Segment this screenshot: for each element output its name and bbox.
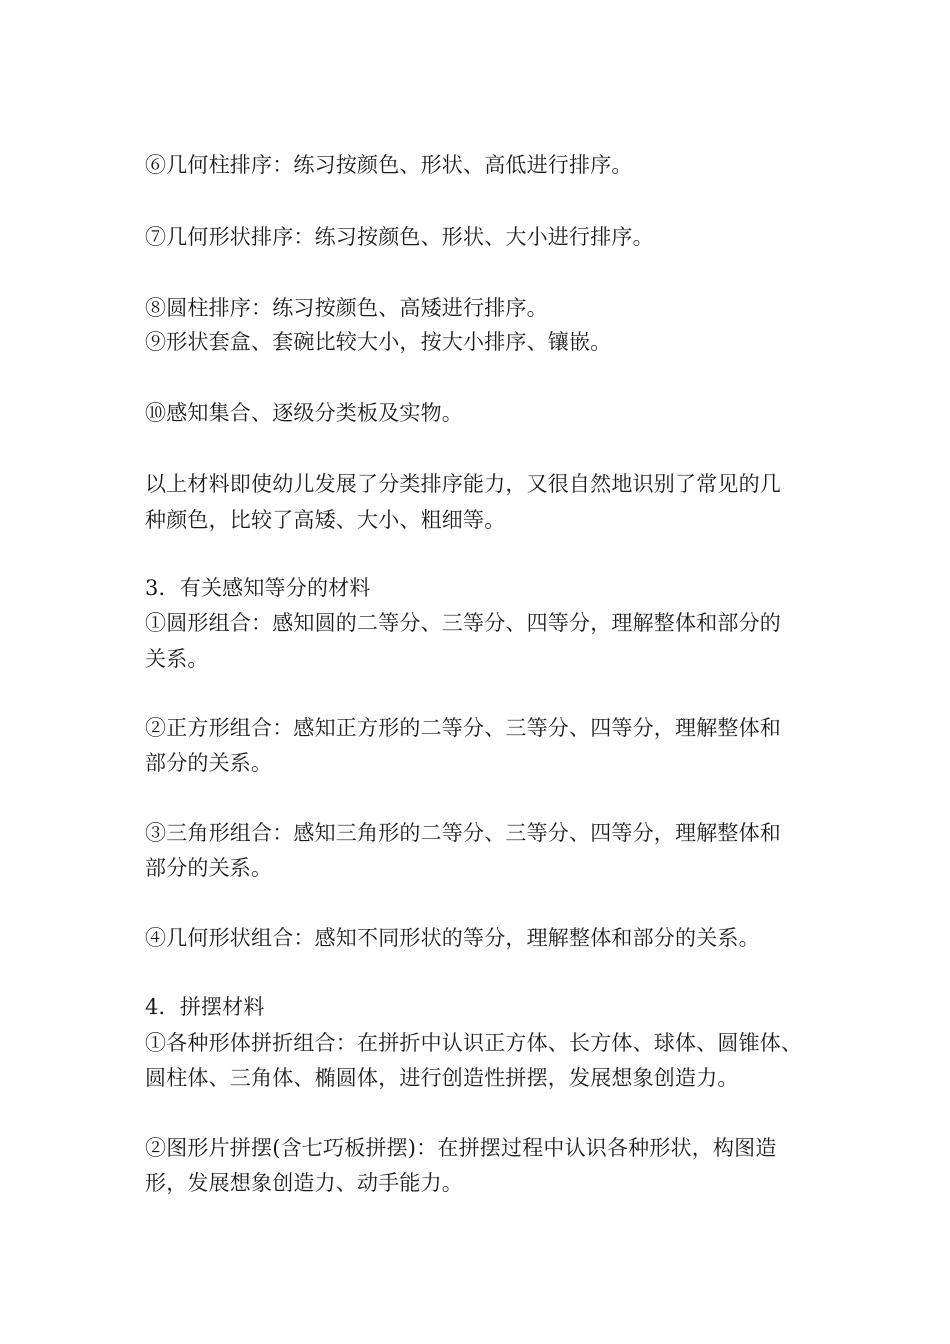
text-line-geometric-column-sorting: ⑥几何柱排序：练习按颜色、形状、高低进行排序。 <box>145 153 633 177</box>
text-line-triangle-combination-cont: 部分的关系。 <box>145 856 273 880</box>
section-heading-4: 4．拼摆材料 <box>145 995 265 1019</box>
text-line-shape-combination: ④几何形状组合：感知不同形状的等分，理解整体和部分的关系。 <box>145 926 760 950</box>
text-line-circle-combination: ①圆形组合：感知圆的二等分、三等分、四等分，理解整体和部分的 <box>145 611 781 635</box>
text-line-form-folding-cont: 圆柱体、三角体、椭圆体，进行创造性拼摆，发展想象创造力。 <box>145 1066 739 1090</box>
section-heading-3: 3．有关感知等分的材料 <box>145 576 371 600</box>
text-line-square-combination-cont: 部分的关系。 <box>145 751 273 775</box>
text-line-square-combination: ②正方形组合：感知正方形的二等分、三等分、四等分，理解整体和 <box>145 716 781 740</box>
text-line-summary-part-1: 以上材料即使幼儿发展了分类排序能力，又很自然地识别了常见的几 <box>145 472 781 496</box>
text-line-triangle-combination: ③三角形组合：感知三角形的二等分、三等分、四等分，理解整体和 <box>145 821 781 845</box>
text-line-geometric-shape-sorting: ⑦几何形状排序：练习按颜色、形状、大小进行排序。 <box>145 225 654 249</box>
text-line-perceive-sets: ⑩感知集合、逐级分类板及实物。 <box>145 401 463 425</box>
text-line-pattern-pieces-cont: 形，发展想象创造力、动手能力。 <box>145 1171 463 1195</box>
text-line-pattern-pieces: ②图形片拼摆(含七巧板拼摆)：在拼摆过程中认识各种形状，构图造 <box>145 1136 777 1160</box>
text-line-summary-part-2: 种颜色，比较了高矮、大小、粗细等。 <box>145 508 506 532</box>
text-line-nesting-boxes: ⑨形状套盒、套碗比较大小，按大小排序、镶嵌。 <box>145 330 612 354</box>
text-line-form-folding: ①各种形体拼折组合：在拼折中认识正方体、长方体、球体、圆锥体、 <box>145 1031 803 1055</box>
text-line-cylinder-sorting: ⑧圆柱排序：练习按颜色、高矮进行排序。 <box>145 296 548 320</box>
text-line-circle-combination-cont: 关系。 <box>145 647 209 671</box>
